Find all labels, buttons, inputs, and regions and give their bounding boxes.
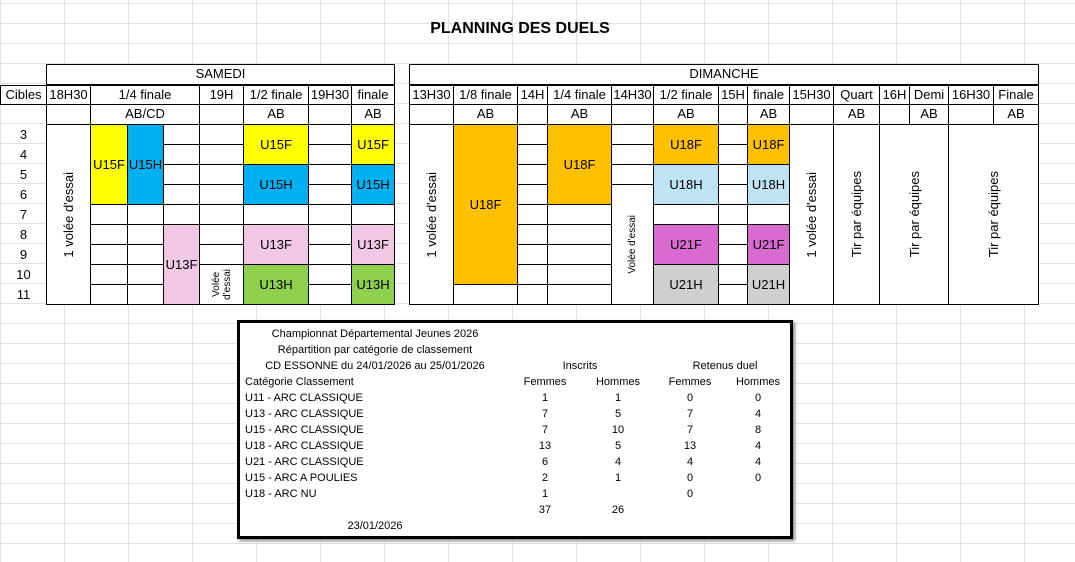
sun-final-warmup: 1 volée d'essai bbox=[789, 124, 834, 305]
empty-cell bbox=[199, 244, 244, 265]
category-row: U18 - ARC CLASSIQUE bbox=[245, 440, 364, 452]
empty-cell bbox=[718, 284, 748, 305]
empty-cell bbox=[517, 184, 548, 205]
sat-col-quarter: 1/4 finale bbox=[90, 85, 200, 105]
empty-cell bbox=[718, 164, 748, 185]
sun-sub-empty bbox=[879, 104, 910, 125]
sat-sub-empty bbox=[199, 104, 244, 125]
empty-cell bbox=[517, 164, 548, 185]
warmup-short-line1: Volée bbox=[210, 271, 222, 298]
empty-cell bbox=[517, 144, 548, 165]
category-row: U13 - ARC CLASSIQUE bbox=[245, 408, 364, 420]
cell-value: 4 bbox=[686, 456, 694, 468]
block-u18f-semi: U18F bbox=[653, 124, 719, 165]
block-u15h-quarter: U15H bbox=[127, 124, 164, 205]
cell-value: 7 bbox=[686, 408, 694, 420]
sun-sub-empty bbox=[789, 104, 834, 125]
empty-cell bbox=[90, 284, 128, 305]
sun-col: 1/2 finale bbox=[653, 85, 719, 105]
cell-value: 0 bbox=[686, 392, 694, 404]
sun-col: finale bbox=[747, 85, 790, 105]
femmes-header: Femmes bbox=[668, 376, 712, 388]
sat-warmup: 1 volée d'essai bbox=[46, 124, 91, 305]
empty-cell bbox=[308, 124, 352, 145]
empty-cell bbox=[718, 144, 748, 165]
warmup-short-line2: d'essai bbox=[221, 269, 233, 300]
cell-value: 0 bbox=[754, 392, 762, 404]
saturday-label: SAMEDI bbox=[46, 64, 395, 85]
category-row: U11 - ARC CLASSIQUE bbox=[245, 392, 363, 404]
sat-sub-semi: AB bbox=[243, 104, 309, 125]
sun-sub-empty bbox=[718, 104, 748, 125]
sat-sub-empty bbox=[46, 104, 91, 125]
team-final: Tir par équipes bbox=[948, 124, 1039, 305]
block-u15f-quarter: U15F bbox=[90, 124, 128, 205]
sun-sub-ab: AB bbox=[747, 104, 790, 125]
empty-cell bbox=[308, 224, 352, 245]
empty-cell bbox=[163, 144, 200, 165]
cell-value: 5 bbox=[614, 440, 622, 452]
block-u15f-semi: U15F bbox=[243, 124, 309, 165]
empty-cell bbox=[547, 204, 612, 225]
cell-value: 5 bbox=[614, 408, 622, 420]
empty-cell bbox=[163, 164, 200, 185]
empty-cell bbox=[547, 224, 612, 245]
sun-sub-ab: AB bbox=[993, 104, 1039, 125]
cible-number: 10 bbox=[16, 267, 31, 282]
empty-cell bbox=[718, 184, 748, 205]
sun-col: 14H bbox=[517, 85, 548, 105]
block-u13f-quarter: U13F bbox=[163, 224, 200, 305]
sun-col: 13H30 bbox=[409, 85, 454, 105]
empty-cell bbox=[547, 244, 612, 265]
sun-col: Demi bbox=[909, 85, 949, 105]
empty-cell bbox=[718, 244, 748, 265]
category-row: U15 - ARC CLASSIQUE bbox=[245, 424, 364, 436]
cell-value: 0 bbox=[754, 472, 762, 484]
empty-cell bbox=[308, 184, 352, 205]
sun-col: 15H30 bbox=[789, 85, 834, 105]
sun-sub-empty bbox=[517, 104, 548, 125]
cell-value: 1 bbox=[541, 392, 549, 404]
page-title: PLANNING DES DUELS bbox=[430, 20, 610, 37]
block-u15f-final: U15F bbox=[351, 124, 395, 165]
team-semi: Tir par équipes bbox=[879, 124, 949, 305]
sat-sub-final: AB bbox=[351, 104, 395, 125]
empty-cell bbox=[199, 144, 244, 165]
sun-sub-empty bbox=[611, 104, 654, 125]
empty-cell bbox=[718, 204, 748, 225]
sun-col: 15H bbox=[718, 85, 748, 105]
empty-cell bbox=[90, 264, 128, 285]
empty-cell bbox=[308, 144, 352, 165]
empty-cell bbox=[547, 284, 612, 305]
cell-value: 0 bbox=[686, 488, 694, 500]
summary-title: Championnat Départemental Jeunes 2026 bbox=[271, 328, 479, 340]
empty-cell bbox=[718, 124, 748, 145]
sat-col-19h30: 19H30 bbox=[308, 85, 352, 105]
cell-value: 7 bbox=[686, 424, 694, 436]
summary-date: 23/01/2026 bbox=[347, 520, 403, 532]
empty-cell bbox=[611, 124, 654, 145]
block-u21h-semi: U21H bbox=[653, 264, 719, 305]
empty-cell bbox=[517, 244, 548, 265]
empty-cell bbox=[199, 224, 244, 245]
hommes-header: Hommes bbox=[595, 376, 640, 388]
empty-cell bbox=[611, 164, 654, 185]
empty-cell bbox=[163, 204, 200, 225]
total-femmes: 37 bbox=[538, 504, 552, 516]
cible-number: 4 bbox=[19, 147, 28, 162]
empty-cell bbox=[199, 204, 244, 225]
cible-number: 11 bbox=[16, 287, 31, 302]
block-u18f-final: U18F bbox=[747, 124, 790, 165]
empty-cell bbox=[199, 164, 244, 185]
cell-value: 4 bbox=[754, 440, 762, 452]
empty-cell bbox=[243, 204, 309, 225]
empty-cell bbox=[517, 284, 548, 305]
cell-value: 0 bbox=[686, 472, 694, 484]
sun-sub-ab: AB bbox=[653, 104, 719, 125]
cell-value: 1 bbox=[541, 488, 549, 500]
cibles-header: Cibles bbox=[0, 85, 47, 105]
block-u18f-eighth: U18F bbox=[453, 124, 518, 285]
block-u21f-final: U21F bbox=[747, 224, 790, 265]
empty-cell bbox=[308, 244, 352, 265]
block-u15h-final: U15H bbox=[351, 164, 395, 205]
empty-cell bbox=[308, 284, 352, 305]
sat-sub-empty bbox=[308, 104, 352, 125]
sun-col: 1/4 finale bbox=[547, 85, 612, 105]
empty-cell bbox=[653, 204, 719, 225]
empty-cell bbox=[308, 264, 352, 285]
empty-cell bbox=[127, 284, 164, 305]
block-u13h-final: U13H bbox=[351, 264, 395, 305]
sun-col: Finale bbox=[993, 85, 1039, 105]
sat-col-19h: 19H bbox=[199, 85, 244, 105]
cell-value: 10 bbox=[611, 424, 625, 436]
cible-number: 3 bbox=[19, 127, 28, 142]
cell-value: 13 bbox=[683, 440, 697, 452]
empty-cell bbox=[90, 244, 128, 265]
cibles-column bbox=[0, 125, 47, 305]
block-u13f-final: U13F bbox=[351, 224, 395, 265]
cible-number: 8 bbox=[19, 227, 28, 242]
empty-cell bbox=[351, 204, 395, 225]
summary-event: CD ESSONNE du 24/01/2026 au 25/01/2026 bbox=[265, 360, 485, 372]
empty-cell bbox=[718, 224, 748, 245]
empty-cell bbox=[718, 264, 748, 285]
cell-value: 8 bbox=[754, 424, 762, 436]
cell-value: 1 bbox=[614, 392, 622, 404]
cell-value: 1 bbox=[614, 472, 622, 484]
empty-cell bbox=[199, 124, 244, 145]
inscrits-header: Inscrits bbox=[562, 360, 598, 372]
sat-sub-quarter: AB/CD bbox=[90, 104, 200, 125]
cible-number: 7 bbox=[19, 207, 28, 222]
cell-value: 4 bbox=[754, 408, 762, 420]
sun-col: 14H30 bbox=[611, 85, 654, 105]
sun-warmup: 1 volée d'essai bbox=[409, 124, 454, 305]
empty-cell bbox=[90, 204, 128, 225]
category-row: U21 - ARC CLASSIQUE bbox=[245, 456, 364, 468]
cell-value: 4 bbox=[754, 456, 762, 468]
block-u13h-semi: U13H bbox=[243, 264, 309, 305]
total-hommes: 26 bbox=[611, 504, 625, 516]
sunday-label: DIMANCHE bbox=[409, 64, 1039, 85]
summary-box bbox=[237, 320, 793, 539]
empty-cell bbox=[517, 264, 548, 285]
sun-sub-empty bbox=[948, 104, 994, 125]
cell-value: 4 bbox=[614, 456, 622, 468]
team-quarter: Tir par équipes bbox=[833, 124, 880, 305]
empty-cell bbox=[517, 124, 548, 145]
sat-19h-warmup bbox=[199, 264, 244, 305]
empty-cell bbox=[611, 144, 654, 165]
block-u21h-final: U21H bbox=[747, 264, 790, 305]
empty-cell bbox=[517, 224, 548, 245]
category-row: U18 - ARC NU bbox=[245, 488, 317, 500]
empty-cell bbox=[308, 204, 352, 225]
empty-cell bbox=[127, 224, 164, 245]
cible-number: 6 bbox=[19, 187, 28, 202]
empty-cell bbox=[199, 184, 244, 205]
sun-sub-empty bbox=[409, 104, 454, 125]
block-u13f-semi: U13F bbox=[243, 224, 309, 265]
empty-cell bbox=[127, 264, 164, 285]
category-row: U15 - ARC A POULIES bbox=[245, 472, 358, 484]
sun-sub-ab: AB bbox=[453, 104, 518, 125]
cell-value: 13 bbox=[538, 440, 552, 452]
sun-sub-ab: AB bbox=[547, 104, 612, 125]
sun-col: Quart bbox=[833, 85, 880, 105]
block-u18h-semi: U18H bbox=[653, 164, 719, 205]
cell-value: 7 bbox=[541, 424, 549, 436]
empty-cell bbox=[747, 204, 790, 225]
cible-number: 9 bbox=[19, 247, 28, 262]
sun-col: 16H30 bbox=[948, 85, 994, 105]
sun-col: 16H bbox=[879, 85, 910, 105]
empty-cell bbox=[547, 264, 612, 285]
sat-col-final: finale bbox=[351, 85, 395, 105]
empty-cell bbox=[163, 184, 200, 205]
cell-value: 6 bbox=[541, 456, 549, 468]
sun-sub-ab: AB bbox=[909, 104, 949, 125]
cible-number: 5 bbox=[19, 167, 28, 182]
femmes-header: Femmes bbox=[523, 376, 567, 388]
block-u21f-semi: U21F bbox=[653, 224, 719, 265]
sun-sub-ab: AB bbox=[833, 104, 880, 125]
sun-mid-warmup: Volée d'essai bbox=[611, 184, 654, 305]
sat-col-18h30: 18H30 bbox=[46, 85, 91, 105]
empty-cell bbox=[308, 164, 352, 185]
block-u18h-final: U18H bbox=[747, 164, 790, 205]
empty-cell bbox=[517, 204, 548, 225]
hommes-header: Hommes bbox=[735, 376, 780, 388]
category-header: Catégorie Classement bbox=[245, 376, 354, 388]
empty-cell bbox=[163, 124, 200, 145]
retenus-header: Retenus duel bbox=[692, 360, 758, 372]
empty-cell bbox=[127, 244, 164, 265]
block-u18f-quarter: U18F bbox=[547, 124, 612, 205]
cell-value: 2 bbox=[541, 472, 549, 484]
sat-col-semi: 1/2 finale bbox=[243, 85, 309, 105]
cell-value: 7 bbox=[541, 408, 549, 420]
empty-cell bbox=[127, 204, 164, 225]
summary-subtitle: Répartition par catégorie de classement bbox=[277, 344, 473, 356]
block-u15h-semi: U15H bbox=[243, 164, 309, 205]
empty-cell bbox=[90, 224, 128, 245]
sun-col: 1/8 finale bbox=[453, 85, 518, 105]
